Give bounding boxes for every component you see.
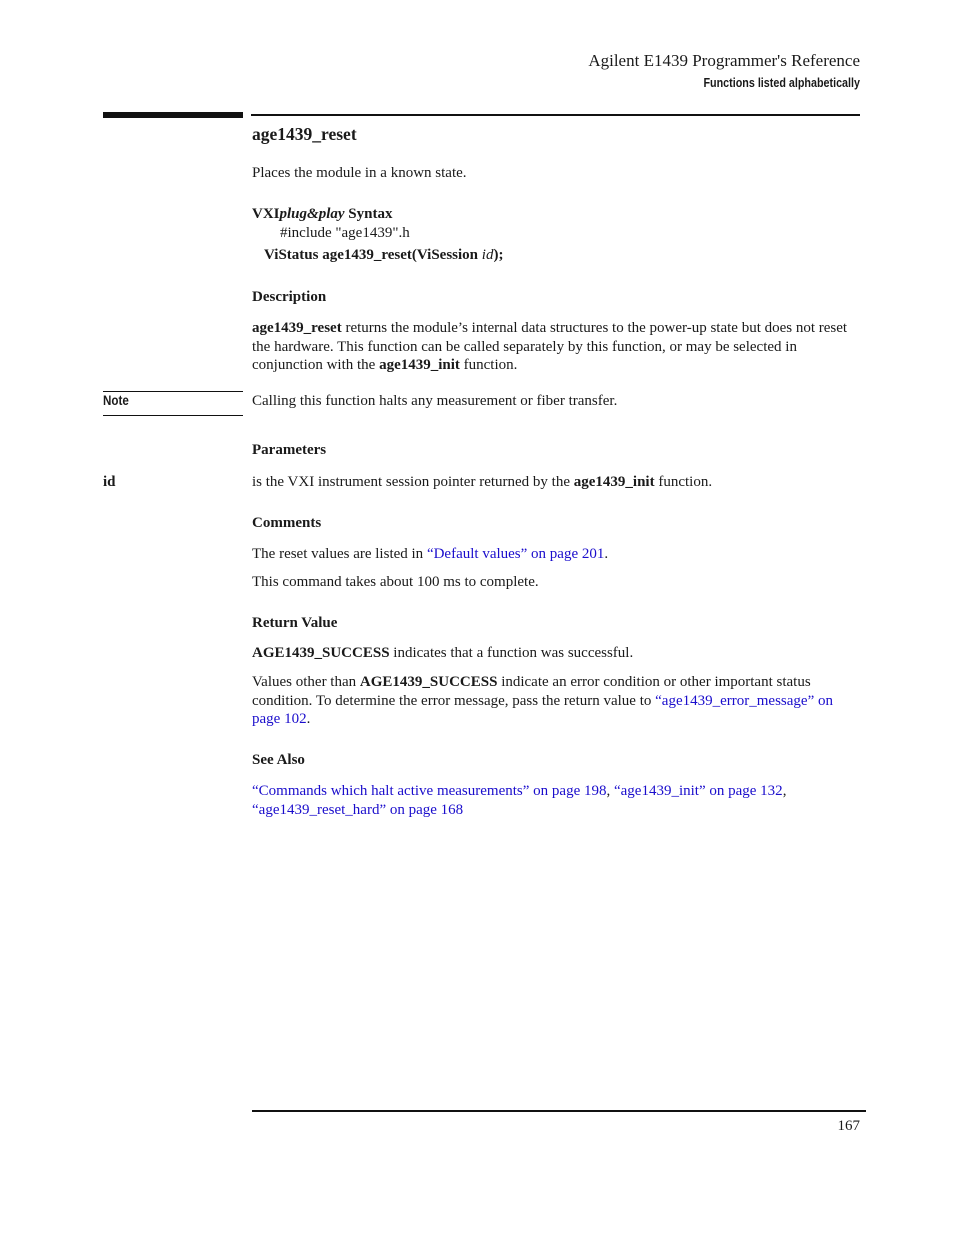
comments-line-1-suffix: . (604, 546, 609, 562)
parameter-text-2: function. (654, 474, 713, 490)
see-also-link-init[interactable]: “age1439_init” on page 132 (613, 783, 783, 799)
return-value-line-2-suffix: . (306, 711, 311, 727)
description-fn-name: age1439_reset (252, 320, 342, 336)
function-title: age1439_reset (252, 124, 357, 144)
include-line: #include "age1439".h (280, 225, 410, 241)
signature-suffix: ); (493, 247, 504, 263)
note-text: Calling this function halts any measurement or fiber transfer. (252, 393, 618, 409)
see-also-link-reset-hard[interactable]: “age1439_reset_hard” on page 168 (252, 801, 464, 818)
return-value-line-2-mid: indicate an error condition or other important status condition. To determine the error message, pass the return value to (252, 674, 811, 709)
page-number: 167 (837, 1118, 860, 1134)
comments-line-2: This command takes about 100 ms to complete. (252, 574, 539, 590)
description-text (252, 319, 858, 375)
signature-prefix: ViStatus age1439_reset(ViSession (264, 247, 482, 263)
syntax-heading-prefix: VXI (252, 206, 280, 222)
parameters-heading: Parameters (252, 442, 327, 458)
parameter-name: id (103, 474, 116, 490)
return-value-line-2 (252, 673, 858, 729)
error-message-link[interactable]: “age1439_error_message” on page 102 (252, 692, 833, 727)
comments-line-1 (252, 545, 858, 564)
return-value-line-1-suffix: indicates that a function was successful. (389, 645, 634, 661)
parameter-text-1: is the VXI instrument session pointer returned by the (252, 474, 574, 490)
syntax-heading-suffix: Syntax (344, 206, 393, 222)
see-also-separator: , (606, 783, 614, 799)
success-name: AGE1439_SUCCESS (252, 645, 390, 661)
default-values-link[interactable]: “Default values” on page 201 (426, 546, 605, 562)
description-init-name: age1439_init (379, 357, 460, 373)
note-label: Note (103, 393, 129, 408)
parameter-bold: age1439_init (573, 474, 655, 490)
description-text-1: returns the module’s internal data structures to the power-up state but does not reset the hardware. This function can be called separately by this function, or may be selected in conjunction with the (252, 320, 848, 373)
section-title: Functions listed alphabetically (703, 76, 860, 90)
return-value-line-2-prefix: Values other than (252, 674, 360, 690)
see-also-links (252, 782, 858, 819)
function-signature (264, 247, 503, 264)
note-bottom-rule (103, 415, 243, 416)
return-value-line-2-bold: AGE1439_SUCCESS (359, 674, 498, 690)
comments-line-1-prefix: The reset values are listed in (252, 546, 427, 562)
function-summary: Places the module in a known state. (252, 165, 467, 181)
return-value-line-1 (252, 644, 858, 663)
description-heading: Description (252, 289, 327, 305)
note-top-rule (103, 391, 243, 392)
comments-heading: Comments (252, 515, 322, 531)
see-also-link-halt-commands[interactable]: “Commands which halt active measurements” on page 198 (252, 783, 607, 799)
see-also-heading: See Also (252, 752, 305, 768)
return-value-heading: Return Value (252, 615, 338, 631)
description-text-2: function. (459, 357, 518, 373)
syntax-heading-italic: plug&play (279, 206, 345, 222)
see-also-separator: , (782, 783, 787, 799)
margin-bar (103, 112, 243, 118)
parameter-description (252, 473, 858, 492)
document-title: Agilent E1439 Programmer's Reference (588, 51, 860, 70)
syntax-heading (252, 206, 392, 223)
header-rule (251, 114, 860, 116)
footer-rule (252, 1110, 866, 1112)
signature-param: id (481, 247, 494, 263)
